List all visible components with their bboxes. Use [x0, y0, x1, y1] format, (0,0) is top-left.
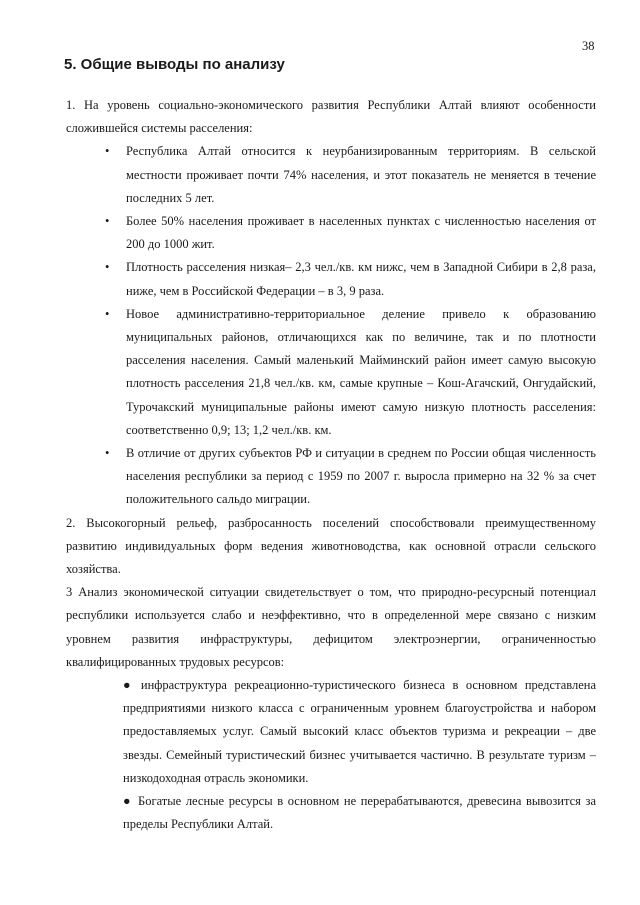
section-1-intro: 1. На уровень социально-экономического развития Республики Алтай влияют особенности сложившейся системы расселения:: [66, 98, 596, 136]
bullet-icon: •: [105, 306, 110, 321]
list-item: ● Богатые лесные ресурсы в основном не перерабатываются, древесина вывозится за пределы Республики Алтай.: [123, 794, 596, 832]
list-item: • В отличие от других субъектов РФ и ситуации в среднем по России общая численность населения республики за период с 1959 по 2007 г. выросла примерно на 32 % за счет положительного сальдо миграции.: [66, 442, 596, 512]
bullet-icon: •: [105, 144, 110, 159]
section-title: 5. Общие выводы по анализу: [64, 56, 285, 73]
bullet-icon: •: [105, 446, 110, 461]
list-item: ● инфраструктура рекреационно-туристического бизнеса в основном представлена предприятиями низкого класса с ограниченным уровнем благоустройства и набором предоставляемых услуг. Самый высокий класс объектов туризма и рекреации – две звезды. Семейный туристический бизнес учитывается частично. В результате туризм – низкодоходная отрасль экономики.: [123, 678, 597, 785]
bullet-icon: ●: [123, 678, 135, 693]
bullet-icon: •: [105, 260, 110, 275]
list-item: • Плотность расселения низкая– 2,3 чел./кв. км нижс, чем в Западной Сибири в 2,8 раза, ниже, чем в Российской Федерации – в 3, 9 раза.: [66, 256, 596, 302]
bullet-icon: •: [105, 214, 110, 229]
bullet-icon: ●: [123, 794, 133, 809]
list-item: • Более 50% населения проживает в населенных пунктах с численностью населения от 200 до 1000 жит.: [66, 210, 596, 256]
section-3-paragraph: 3 Анализ экономической ситуации свидетельствует о том, что природно-ресурсный потенциал республики используется слабо и неэффективно, что в определенной мере связано с низким уровнем развития инфраструктуры, дефицитом электроэнергии, ограниченностью квалифицированных трудовых ресурсов:: [66, 585, 596, 669]
page-number: 38: [582, 39, 595, 53]
document-body: [66, 94, 596, 837]
list-item: • Новое административно-территориальное деление привело к образованию муниципальных районов, отличающихся как по величине, так и по плотности расселения населения. Самый маленький Майминский район имеет самую высокую плотность расселения 21,8 чел./кв. км, самые крупные – Кош-Агачский, Онгудайский, Турочакский муниципальные районы имеют самую низкую плотность расселения: соответственно 0,9; 13; 1,2 чел./кв. км.: [66, 303, 596, 442]
section-3-list: [66, 674, 596, 836]
section-2-paragraph: 2. Высокогорный рельеф, разбросанность поселений способствовали преимущественному развитию индивидуальных форм ведения животноводства, как основной отрасли сельского хозяйства.: [66, 515, 596, 577]
list-item: • Республика Алтай относится к неурбанизированным территориям. В сельской местности проживает почти 74% населения, и этот показатель не меняется в течение последних 5 лет.: [66, 140, 596, 210]
section-1-list: [66, 140, 596, 511]
